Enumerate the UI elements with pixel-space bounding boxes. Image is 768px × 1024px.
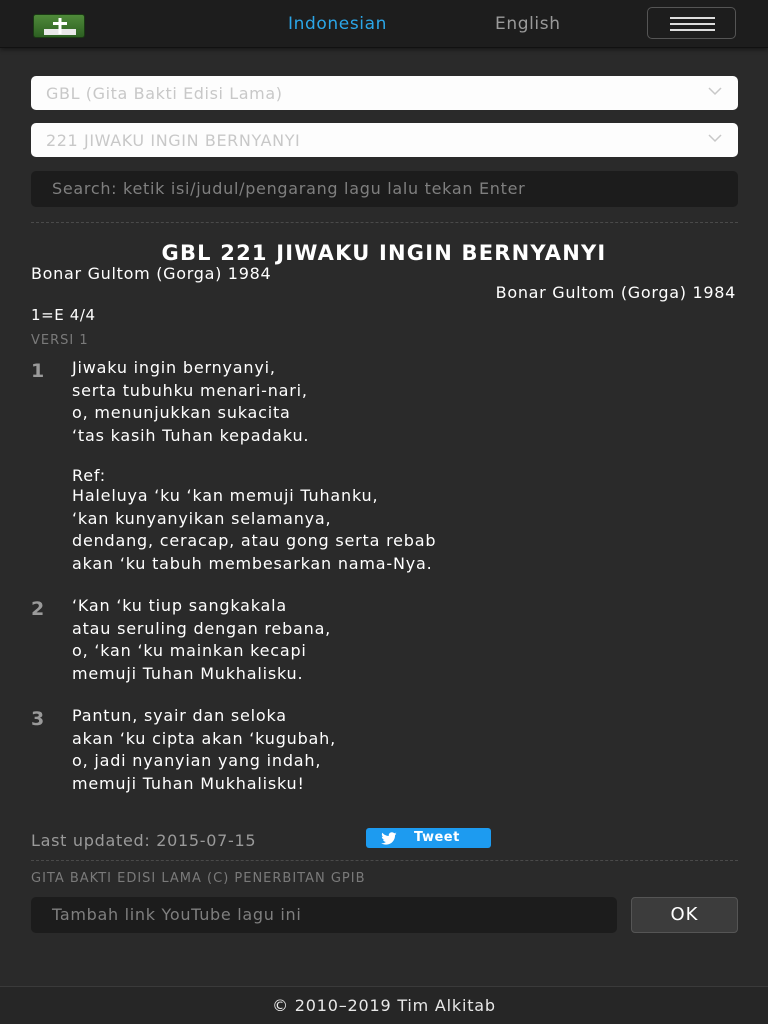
nav-lang-indonesian[interactable]: Indonesian [288,14,387,34]
book-select[interactable] [31,76,738,110]
song-key: 1=E 4/4 [31,306,96,324]
bible-logo-icon[interactable] [33,14,85,38]
verse-number: 3 [31,708,45,730]
divider [31,222,738,223]
hamburger-bar-icon [670,17,715,19]
ok-button[interactable]: OK [631,897,738,933]
lyric-line: atau seruling dengan rebana, [72,618,332,638]
tweet-button[interactable] [366,828,491,848]
lyric-line: Haleluya ‘ku ‘kan memuji Tuhanku, [72,486,379,505]
song-title: GBL 221 JIWAKU INGIN BERNYANYI [161,241,607,265]
composer: Bonar Gultom (Gorga) 1984 [495,283,736,302]
lyricist: Bonar Gultom (Gorga) 1984 [31,264,272,283]
lyric-line: memuji Tuhan Mukhalisku! [72,774,305,794]
lyric-line: akan ‘ku cipta akan ‘kugubah, [72,728,336,748]
lyric-line: Pantun, syair dan seloka [72,706,287,725]
lyric-line: ‘tas kasih Tuhan kepadaku. [72,426,310,446]
chevron-down-icon [708,133,722,143]
version-label: VERSI 1 [31,333,89,348]
tweet-label: Tweet [414,830,460,845]
nav-lang-english[interactable]: English [495,14,561,34]
verse-1 [72,357,309,448]
refrain-label: Ref: [72,466,106,485]
song-select[interactable] [31,123,738,157]
hamburger-bar-icon [670,23,715,25]
last-updated: Last updated: 2015-07-15 [31,831,257,850]
lyric-line: serta tubuhku menari-nari, [72,380,308,400]
hymnal-copyright: GITA BAKTI EDISI LAMA (C) PENERBITAN GPIB [31,871,366,886]
verse-3 [72,705,336,796]
lyric-line: o, jadi nyanyian yang indah, [72,751,322,771]
footer [0,986,768,1024]
lyric-line: o, menunjukkan sukacita [72,403,291,423]
lyric-line: dendang, ceracap, atau gong serta rebab [72,531,437,551]
navbar [0,0,768,48]
hamburger-bar-icon [670,29,715,31]
verse-number: 1 [31,360,45,382]
song-select-value: 221 JIWAKU INGIN BERNYANYI [46,131,301,150]
chevron-down-icon [708,86,722,96]
footer-copyright: © 2010–2019 Tim Alkitab [272,996,496,1015]
refrain [72,467,436,576]
lyric-line: ‘Kan ‘ku tiup sangkakala [72,596,287,615]
verse-number: 2 [31,598,45,620]
book-select-value: GBL (Gita Bakti Edisi Lama) [46,84,283,103]
divider [31,860,738,861]
youtube-link-input[interactable]: Tambah link YouTube lagu ini [31,897,617,933]
menu-toggle-button[interactable] [647,7,736,39]
lyric-line: o, ‘kan ‘ku mainkan kecapi [72,641,307,661]
lyric-line: ‘kan kunyanyikan selamanya, [72,508,332,528]
lyric-line: memuji Tuhan Mukhalisku. [72,664,304,684]
verse-2 [72,595,331,686]
twitter-bird-icon [380,832,398,846]
lyric-line: Jiwaku ingin bernyanyi, [72,358,276,377]
search-input[interactable]: Search: ketik isi/judul/pengarang lagu lalu tekan Enter [31,171,738,207]
lyric-line: akan ‘ku tabuh membesarkan nama-Nya. [72,554,433,574]
